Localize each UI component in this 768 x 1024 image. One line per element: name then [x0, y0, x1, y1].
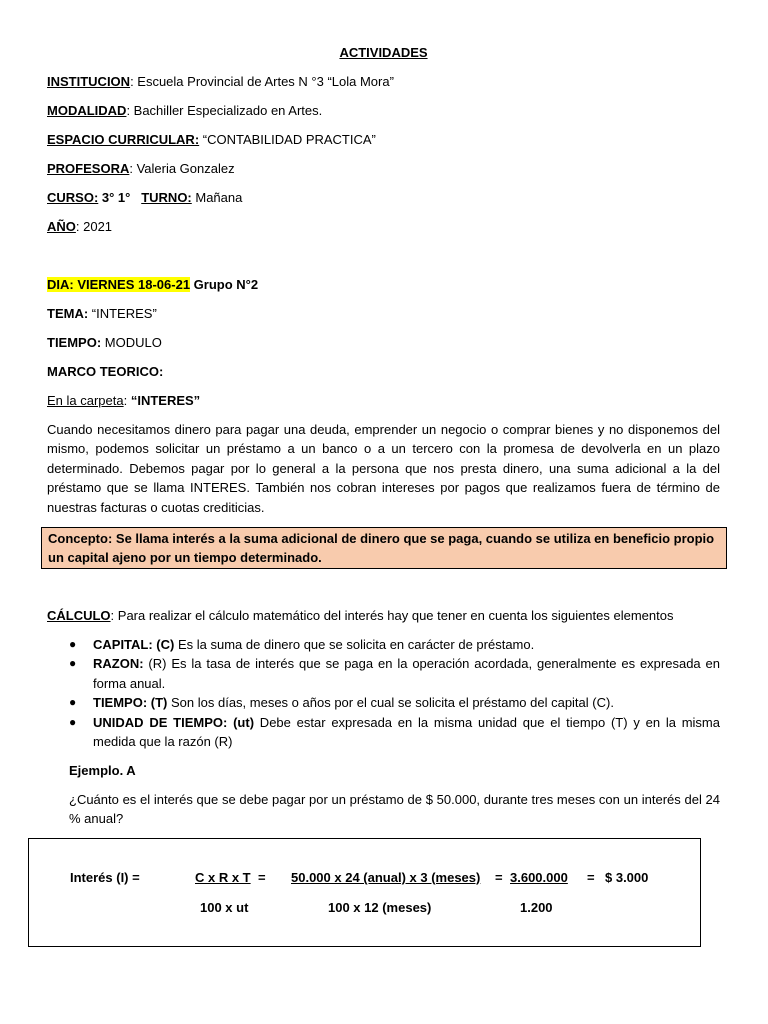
formula-equals: = — [495, 870, 503, 885]
modalidad-value: : Bachiller Especializado en Artes. — [126, 103, 323, 118]
bullet-icon: ● — [69, 714, 77, 729]
formula-result: $ 3.000 — [605, 870, 649, 885]
espacio-line — [47, 131, 376, 150]
list-item — [47, 713, 720, 752]
formula-denominator-values: 100 x 12 (meses) — [328, 900, 432, 915]
calculo-line — [47, 607, 673, 626]
formula-denominator: 100 x ut — [200, 900, 249, 915]
anio-value: : 2021 — [75, 219, 113, 234]
modalidad-line — [47, 102, 322, 121]
grupo-text: Grupo N°2 — [190, 277, 259, 292]
tiempo-value: MODULO — [101, 335, 162, 350]
curso-value: 3° 1° — [98, 190, 131, 205]
bullet-icon: ● — [69, 656, 77, 671]
formula-equals: = — [258, 870, 266, 885]
formula-box — [28, 838, 701, 947]
turno-value: Mañana — [191, 190, 243, 205]
profesora-line — [47, 160, 235, 179]
formula-numerator: C x R x T — [195, 870, 251, 885]
example-title: Ejemplo. A — [69, 763, 136, 778]
concept-box — [41, 527, 727, 569]
profesora-label: PROFESORA — [47, 161, 130, 176]
elements-list — [47, 635, 720, 751]
profesora-value: : Valeria Gonzalez — [129, 161, 235, 176]
list-item — [47, 635, 720, 654]
marco-teorico: MARCO TEORICO: — [47, 364, 164, 379]
calculo-label: CÁLCULO — [47, 608, 111, 623]
item-desc: Son los días, meses o años por el cual se solicita el préstamo del capital (C). — [167, 695, 614, 711]
carpeta-line — [47, 392, 200, 411]
carpeta-sep: : — [123, 393, 131, 408]
concept-text: Se llama interés a la suma adicional de dinero que se paga, cuando se utiliza en beneficio propio un capital ajeno por un tiempo determinado. — [48, 531, 715, 565]
anio-line — [47, 218, 112, 237]
list-item — [47, 654, 720, 693]
example-question: ¿Cuánto es el interés que se debe pagar por un préstamo de $ 50.000, durante tres meses con un interés del 24 % anual? — [69, 792, 720, 827]
concept-label: Concepto: — [48, 531, 113, 546]
item-desc: Es la suma de dinero que se solicita en carácter de préstamo. — [174, 637, 535, 652]
dia-highlight: DIA: VIERNES 18-06-21 — [47, 277, 191, 292]
intro-paragraph: Cuando necesitamos dinero para pagar una deuda, emprender un negocio o comprar bienes y no disponemos del mismo, podemos solicitar un préstamo a un banco o a un tercero con la promesa de devolverla en un plazo determinado. Debemos pagar por lo general a la persona que nos presta dinero, una suma adicional a la del préstamo que se llama INTERES. También nos cobran intereses por pagos que realizamos fuera de término de nuestras facturas o cuotas crediticias. — [47, 422, 720, 515]
item-term: RAZON: — [93, 656, 144, 672]
item-term: UNIDAD DE TIEMPO: (ut) — [93, 714, 255, 730]
item-term: TIEMPO: (T) — [93, 695, 168, 711]
carpeta-label: En la carpeta — [47, 393, 124, 408]
item-desc: (R) Es la tasa de interés que se paga en la operación acordada, generalmente es expresada en forma anual. — [93, 656, 720, 691]
tiempo-label: TIEMPO: — [47, 335, 102, 350]
modalidad-label: MODALIDAD — [47, 103, 127, 118]
carpeta-value: “INTERES” — [130, 393, 201, 408]
institucion-value: : Escuela Provincial de Artes N °3 “Lola Mora” — [130, 74, 394, 89]
espacio-label: ESPACIO CURRICULAR: — [47, 132, 200, 147]
formula-lhs: Interés (I) = — [70, 870, 140, 885]
formula-equals: = — [587, 870, 595, 885]
tiempo-line — [47, 334, 162, 353]
page-title: ACTIVIDADES — [339, 45, 428, 60]
espacio-value: “CONTABILIDAD PRACTICA” — [199, 132, 376, 147]
curso-label: CURSO: — [47, 190, 99, 205]
item-term: CAPITAL: (C) — [93, 637, 175, 652]
bullet-icon: ● — [69, 637, 77, 651]
tema-value: “INTERES” — [88, 306, 157, 321]
bullet-icon: ● — [69, 695, 77, 710]
curso-line — [47, 189, 242, 208]
item-desc: Debe estar expresada en la misma unidad que el tiempo (T) y en la misma medida que la razón (R) — [93, 714, 720, 750]
formula-divisor: 1.200 — [520, 900, 553, 915]
calculo-text: : Para realizar el cálculo matemático del interés hay que tener en cuenta los siguientes elementos — [110, 608, 674, 623]
tema-label: TEMA: — [47, 306, 89, 321]
turno-label: TURNO: — [141, 190, 192, 205]
tema-line — [47, 305, 157, 324]
anio-label: AÑO — [47, 219, 76, 234]
list-item — [47, 693, 720, 712]
institucion-line — [47, 73, 394, 92]
formula-product: 3.600.000 — [510, 870, 568, 885]
formula-numerator-values: 50.000 x 24 (anual) x 3 (meses) — [291, 870, 481, 885]
institucion-label: INSTITUCION — [47, 74, 131, 89]
dia-line — [47, 276, 258, 295]
